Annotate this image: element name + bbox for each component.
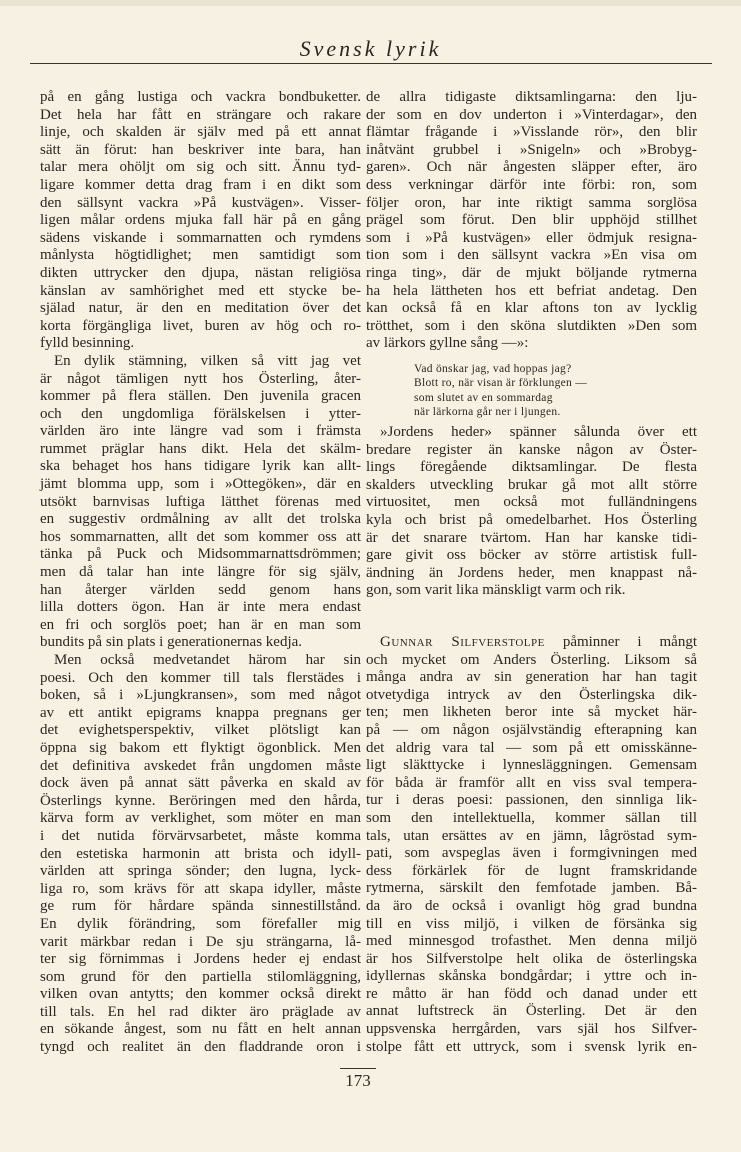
poem-line: när lärkorna går ner i ljungen. [414, 405, 561, 418]
text-line: »Jordens heder» spänner sålunda över ett [380, 424, 697, 440]
text-run: påminner i mångt [544, 634, 697, 650]
text-line: ligt släkttycke i lynnesläggningen. Gemensam [366, 757, 697, 774]
text-line: månlysta högtidlighet; men samtidigt som [40, 247, 361, 264]
text-line: en suggestiv ordmålning av allt det trolska [40, 511, 361, 528]
text-line: en sökande ångest, som nu fått en helt annan [40, 1021, 361, 1038]
text-line: är det snarare tvärtom. Han har kanske tidi- [366, 529, 697, 546]
text-line: lilla dotters ögon. Han är inte mera endast [40, 599, 361, 616]
header-rule [30, 63, 712, 64]
text-line: världen äro inte längre vad som i främsta [40, 423, 361, 440]
poem-line: Vad önskar jag, vad hoppas jag? [414, 363, 572, 375]
poem-line: Blott ro, när visan är förklungen — [414, 377, 588, 390]
text-line: och den ungdomliga förälskelsen i ytter- [40, 405, 361, 422]
text-line: liga ro, som krävs för att skapa idyller, måste [40, 880, 361, 897]
running-head: Svensk lyrik [299, 36, 442, 61]
text-line: med minnesgod trofasthet. Men denna miljö [366, 933, 697, 950]
text-line: till tals. En hel rad dikter äro präglade av [40, 1003, 361, 1020]
author-name: Gunnar Silfverstolpe [380, 634, 545, 650]
text-line: den estetiska harmonin att brista och idyll- [40, 845, 361, 862]
right-column-paragraph-1 [366, 89, 697, 353]
text-line: dess verkningar därför inte förbi: ron, som [366, 176, 697, 193]
right-column-paragraph-3 [366, 634, 697, 1056]
text-line: da äro de också i ovanligt hög grad bundna [366, 897, 697, 914]
text-line: varit märkbar redan i De sju strängarna, lå- [40, 933, 361, 950]
text-line: öppna sig bakom ett flyktigt ögonblick. Men [40, 739, 361, 756]
text-line: der som en dov underton i »Vinterdagar», den [366, 106, 697, 123]
text-line: ten; men likheten beror inte så mycket här- [366, 704, 697, 721]
text-line: det definitiva avskedet från ungdomen måste [40, 757, 361, 774]
text-line: den sällsynt vackra »På kustvägen». Visser- [40, 194, 361, 211]
text-line: sädens viskande i sommarnatten och rymdens [40, 229, 361, 246]
text-line: som i »På kustvägen» eller ödmjuk resigna- [366, 229, 697, 246]
text-line: dess förkärlek för de lugnt framskridande [366, 862, 697, 879]
text-line: pati, som avspeglas även i formgivningen med [366, 845, 697, 862]
text-line: men då talar han inte längre för sig själv, [40, 564, 361, 581]
text-line: boken, så i »Ljungkransen», som med något [40, 687, 361, 704]
text-line: ligen målar ordens mjuka fall här på en gång [40, 212, 361, 229]
text-line: följer oron, har inte riktigt samma sorglösa [366, 194, 697, 211]
text-line: lings föregående diktsamlingar. De flesta [366, 459, 697, 476]
text-line: Det hela har fått en strängare och rakare [40, 106, 361, 123]
text-line: tion som i den sällsynt vackra »En visa om [366, 247, 697, 264]
text-line: ter sig förnimmas i Jordens heder ej endast [40, 951, 361, 968]
text-line: bredare register än kanske någon av Öster- [366, 441, 697, 458]
text-line: tyngd och realitet än den fladdrande oron i [40, 1039, 361, 1056]
text-line: hos sommarnatten, allt det som kommer oss att [40, 528, 361, 545]
text-line: till en viss miljö, i vilken de försänka sig [366, 915, 697, 932]
text-line: idyllernas skånska bondgårdar; i yttre och in- [366, 968, 697, 985]
page-number: 173 [345, 1071, 371, 1090]
text-line: korta förgängliga livet, buren av hög och ro- [40, 317, 361, 334]
text-line: känslan av samhörighet med ett stycke be- [40, 282, 361, 299]
scan-edge [0, 0, 741, 6]
text-line: trötthet, som i den sköna slutdikten »Den som [366, 317, 697, 334]
text-line: många andra av sin generation har han tagit [366, 669, 697, 686]
left-column [40, 89, 361, 1057]
text-line: tals, utan ersättes av en jämn, lågröstad sym- [366, 827, 697, 844]
text-line: gare givit oss böcker av större artistisk full- [366, 547, 697, 564]
text-line: dock även på annat sätt påverka en skald av [40, 775, 361, 792]
text-line: En dylik stämning, vilken så vitt jag vet [54, 352, 361, 369]
text-line: talar mera ohöljt om sig och sitt. Ännu tyd- [40, 159, 361, 176]
text-line: en fri och sorglös poet; han är en man som [40, 616, 361, 633]
text-line: på en gång lustiga och vackra bondbuketter. [40, 89, 361, 105]
text-line: garen». Och när ångesten släpper efter, äro [366, 159, 697, 176]
text-line: linje, och skalden är själv med på ett annat [40, 124, 361, 141]
text-line: ringa ting», där de mjukt böljande rytmerna [366, 264, 697, 281]
text-line: ge rum för hårdare spända sinnestillstånd. [40, 898, 361, 915]
text-line: utsökt barnvisas luftiga lätthet förenas med [40, 493, 361, 510]
text-line: En dylik förändring, som förefaller mig [40, 915, 361, 932]
text-line: kärva form av verklighet, som möter en man [40, 810, 361, 827]
text-line: virtuositet, men också mot fulländningens [366, 494, 697, 511]
text-line: världen att springa sönder; den lugna, lyck- [40, 863, 361, 880]
text-line: poesi. Och den kommer till tals flerstädes i [40, 669, 361, 686]
text-line: kan också få en klar aftons ton av lycklig [366, 300, 697, 317]
right-column-paragraph-2 [366, 424, 697, 600]
poem-line: som slutet av en sommardag [414, 391, 553, 404]
text-line: jämt blomma upp, som i »Ottegöken», där en [40, 476, 361, 493]
folio-rule [340, 1068, 376, 1069]
text-line: Österlings kynne. Beröringen med den hårda, [40, 792, 361, 809]
text-line: otvetydiga intryck av den Österlingska dik- [366, 686, 697, 703]
text-line: själad natur, är den en meditation över det [40, 300, 361, 317]
text-line: prägel som förut. Den blir upphöjd stillhet [366, 212, 697, 229]
text-line: är något tämligen nytt hos Österling, åter- [40, 370, 361, 387]
text-line: tur i deras poesi: passionen, den sinnliga lik- [366, 792, 697, 809]
text-line: det evighetsperspektiv, vilket plötsligt kan [40, 722, 361, 739]
text-line [366, 634, 697, 652]
text-line: på — om någon osjälvständig efterapning kan [366, 721, 697, 738]
text-line: fylld besinning. [40, 335, 135, 352]
text-line: uppsvenska herrgården, vars själ hos Silfver- [366, 1021, 697, 1038]
text-line: stolpe fått ett uttryck, som i svensk lyrik en- [366, 1038, 697, 1055]
text-line: är hos Silfverstolpe helt olika de österlingska [366, 950, 697, 967]
text-line: skalders utveckling brukar gå mot allt större [366, 476, 697, 493]
text-line: rummet präglar hans dikt. Hela det skälm- [40, 440, 361, 457]
text-line: dikten uttrycker den djupa, nästan religiösa [40, 264, 361, 281]
text-line: som grund för den partiella stilomläggning, [40, 968, 361, 985]
text-line: av ett antikt epigrams knappa pregnans ger [40, 704, 361, 721]
text-line: annat luftstreck än Österling. Det är den [366, 1003, 697, 1020]
text-line: sätt än förut: han beskriver inte bara, han [40, 141, 361, 158]
text-line: som den intellektuella, kommer sällan till [366, 809, 697, 826]
text-line: Men också medvetandet härom har sin [54, 652, 361, 668]
text-line: rytmerna, särskilt den femfotade jamben. Bå- [366, 880, 697, 897]
text-line: ändning än Jordens heder, men knappast nå- [366, 564, 697, 581]
text-line: vilken ovan antytts; den kommer också direkt [40, 986, 361, 1003]
text-line: gon, som varit lika mänskligt varm och rik. [366, 582, 626, 599]
text-line: bundits på sin plats i generationernas kedja. [40, 634, 303, 651]
text-line: och mycket om Anders Österling. Liksom så [366, 651, 697, 668]
poem-quote [414, 362, 587, 419]
text-line: kommer på flera ställen. Den juvenila gracen [40, 388, 361, 405]
text-line: kyla och brist på omedelbarhet. Hos Österling [366, 511, 697, 528]
text-line: ha hela lättheten hos ett befriat andetag. Den [366, 282, 697, 299]
text-line: ligare kommer detta drag fram i en dikt som [40, 176, 361, 193]
text-line: re måtto är han född och danad under ett [366, 985, 697, 1002]
text-line: det aldrig vara tal — som på ett omisskänne- [366, 739, 697, 756]
text-line: ska behaget hos hans tidigare lyrik kan allt- [40, 458, 361, 475]
text-line: de allra tidigaste diktsamlingarna: den lju- [366, 89, 697, 105]
text-line: flämtar frågande i »Visslande rör», den blir [366, 124, 697, 141]
text-line: för båda är framför allt en viss sval tempera- [366, 774, 697, 791]
text-line: han återger världen sedd genom hans [40, 581, 361, 598]
text-line: i det nutida förvärvsarbetet, måste komma [40, 827, 361, 844]
text-line: av lärkors gyllne sång —»: [366, 335, 529, 352]
text-line: inåtvänt grubbel i »Snigeln» och »Brobyg- [366, 141, 697, 158]
text-line: tänka på Puck och Midsommarnattsdrömmen; [40, 546, 361, 563]
